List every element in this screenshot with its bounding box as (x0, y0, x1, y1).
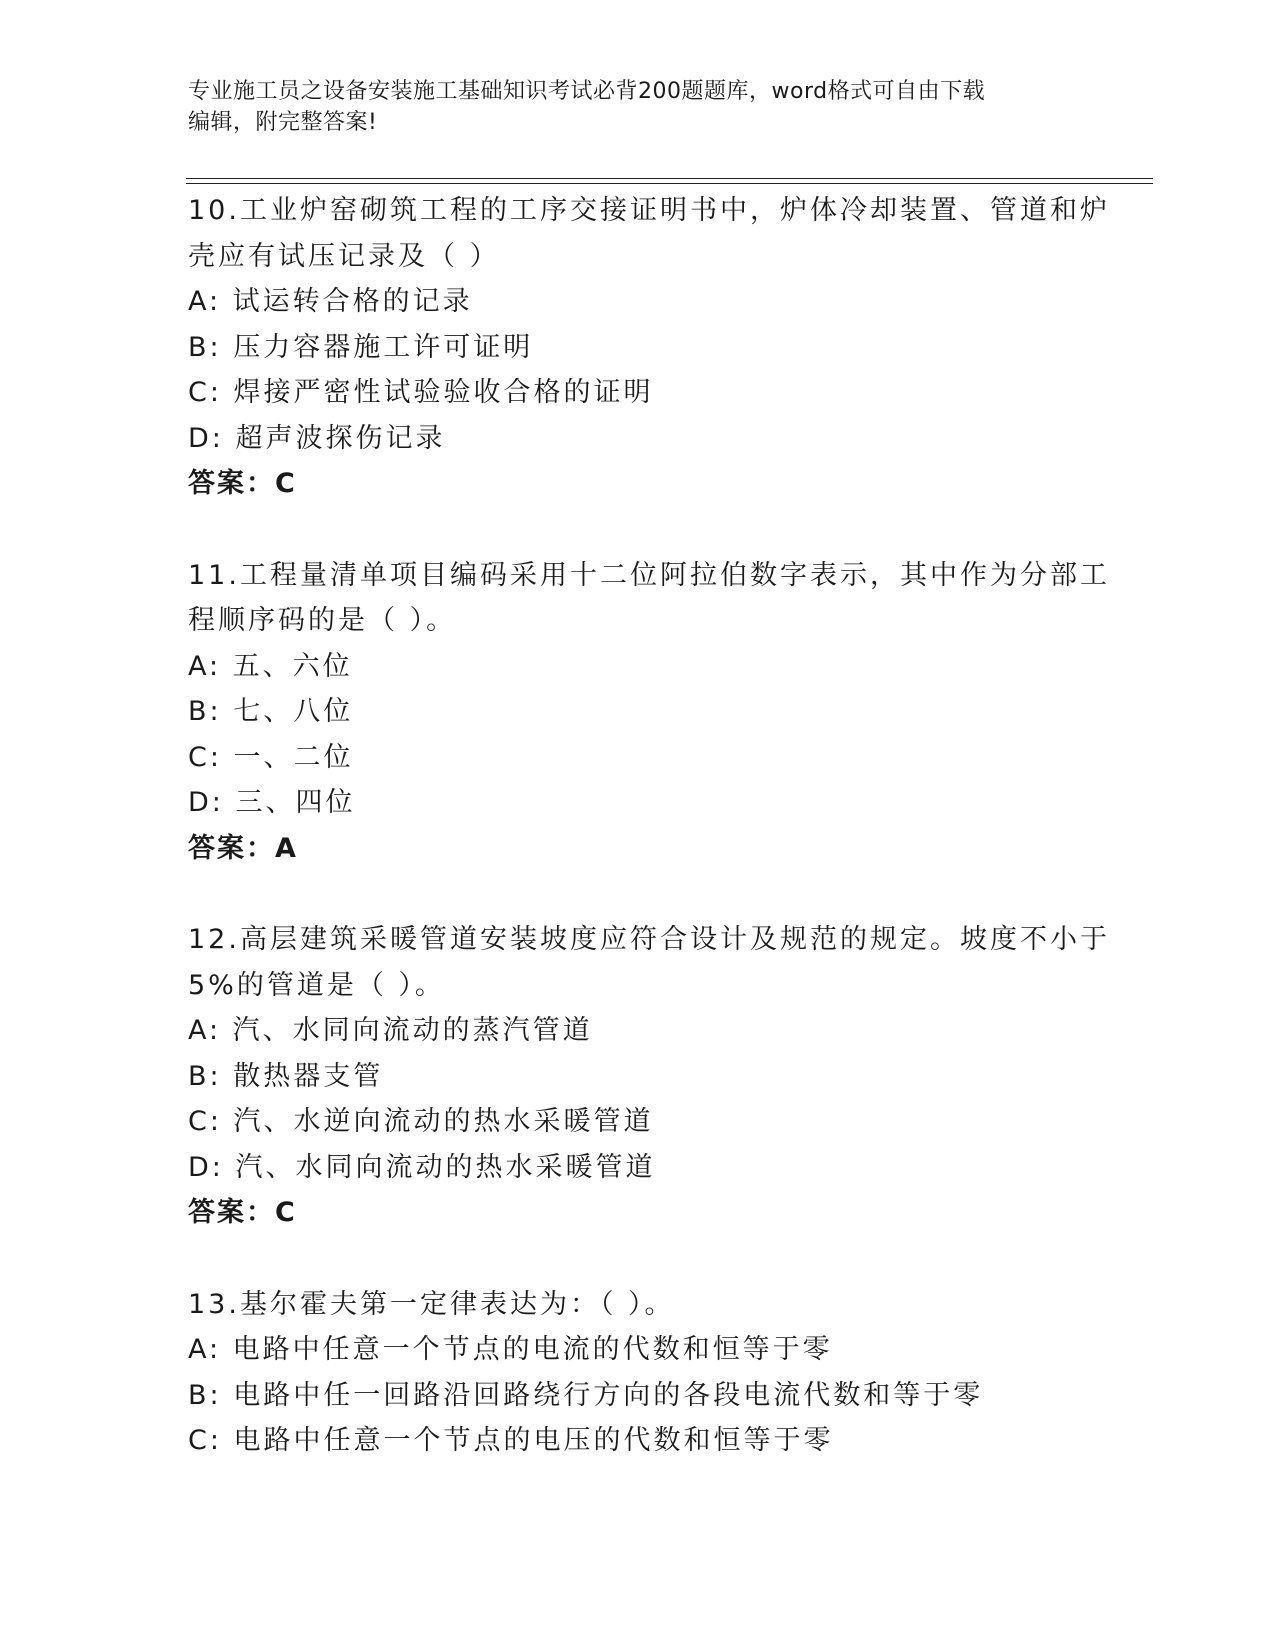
header-divider-bottom (186, 183, 1153, 184)
question-10 (188, 188, 1110, 507)
option-c: C: 焊接严密性试验验收合格的证明 (188, 377, 654, 408)
question-11 (188, 553, 1110, 872)
document-header (188, 76, 1088, 138)
option-a: A: 五、六位 (188, 650, 353, 682)
option-b: B: 压力容器施工许可证明 (188, 331, 534, 363)
question-stem-line: 10.工业炉窑砌筑工程的工序交接证明书中，炉体冷却装置、管道和炉 (188, 195, 1110, 226)
question-stem-line: 11.工程量清单项目编码采用十二位阿拉伯数字表示，其中作为分部工 (188, 559, 1110, 591)
question-stem-line: 壳应有试压记录及（ ） (188, 240, 500, 272)
question-12 (188, 917, 1110, 1236)
option-d: D: 超声波探伤记录 (188, 422, 446, 454)
header-line-1: 专业施工员之设备安装施工基础知识考试必背200题题库，word格式可自由下载 (188, 79, 986, 104)
header-divider-top (186, 178, 1153, 179)
option-d: D: 汽、水同向流动的热水采暖管道 (188, 1151, 656, 1183)
option-c: C: 电路中任意一个节点的电压的代数和恒等于零 (188, 1425, 834, 1456)
answer-line: 答案：A (188, 832, 298, 864)
option-a: A: 试运转合格的记录 (188, 286, 473, 317)
option-a: A: 汽、水同向流动的蒸汽管道 (188, 1015, 593, 1046)
header-line-2: 编辑，附完整答案! (188, 110, 378, 135)
question-stem-line: 程顺序码的是（ ）。 (188, 605, 457, 636)
question-stem-line: 12.高层建筑采暖管道安装坡度应符合设计及规范的规定。坡度不小于 (188, 924, 1110, 955)
answer-line: 答案：C (188, 468, 297, 499)
option-b: B: 七、八位 (188, 696, 354, 727)
option-b: B: 电路中任一回路沿回路绕行方向的各段电流代数和等于零 (188, 1379, 984, 1411)
option-c: C: 汽、水逆向流动的热水采暖管道 (188, 1106, 654, 1137)
question-list (188, 188, 1110, 1510)
option-c: C: 一、二位 (188, 741, 354, 773)
option-a: A: 电路中任意一个节点的电流的代数和恒等于零 (188, 1334, 833, 1365)
option-b: B: 散热器支管 (188, 1060, 384, 1092)
question-stem-line: 5%的管道是（ ）。 (188, 969, 445, 1001)
question-stem-line: 13.基尔霍夫第一定律表达为：（ ）。 (188, 1288, 675, 1320)
answer-line: 答案：C (188, 1197, 297, 1228)
question-13 (188, 1282, 1088, 1464)
option-d: D: 三、四位 (188, 787, 356, 818)
